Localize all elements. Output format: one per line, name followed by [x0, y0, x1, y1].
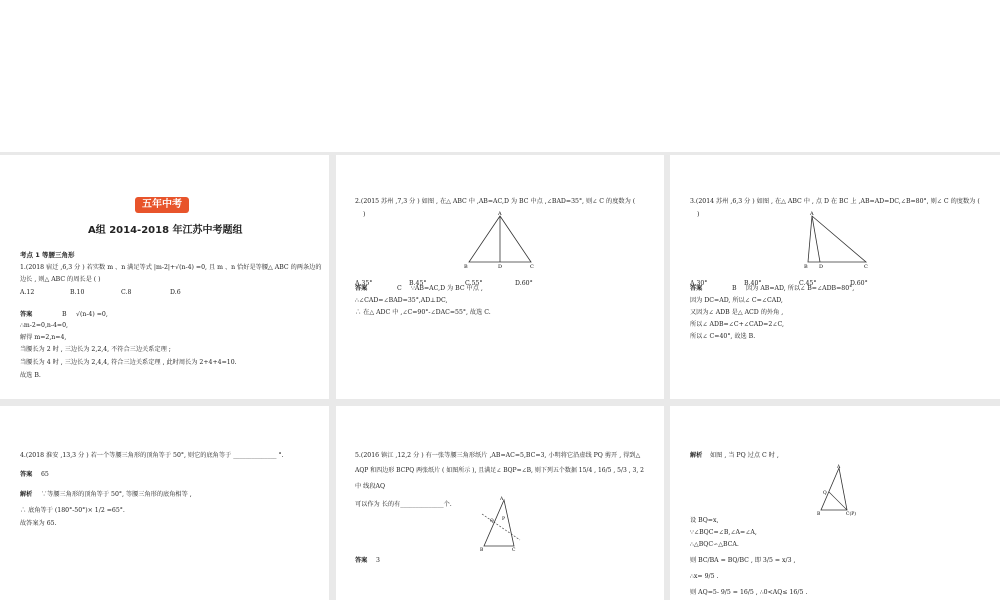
answer-value: B [62, 311, 67, 318]
solution-line-3: 故答案为 65. [20, 520, 57, 527]
answer-label: 答案 [355, 557, 368, 564]
solution-line-4: ∴△BQC∽△BCA. [690, 541, 739, 548]
label-b: B [480, 548, 484, 552]
solution-line-2: ∴m-2=0,n-4=0, [20, 322, 69, 329]
slide-3[interactable] [670, 155, 1000, 399]
label-c: C [530, 264, 534, 270]
label-c: C [864, 264, 868, 270]
option-c: C.55° [465, 280, 483, 287]
question-2-line-1: 2.(2015 苏州 ,7,3 分 ) 如图 , 在△ ABC 中 ,AB=AC,D 为 BC 中点 ,∠BAD=35°, 则∠ C 的度数为 ( [355, 198, 636, 205]
question-2-line-2: ) [363, 211, 366, 218]
triangle-figure-2 [461, 210, 541, 270]
solution-line-1: 如图 , 当 PQ 过点 C 时 , [710, 452, 779, 459]
question-5-line-2: AQP 和四边形 BCPQ 两张纸片 ( 如图所示 ), 且满足∠ BQP=∠B, 则下列五个数据 15/4 , 16/5 , 5/3 , 3, 2 [355, 467, 645, 474]
question-3-line-1: 3.(2014 苏州 ,6,3 分 ) 如图 , 在△ ABC 中 , 点 D 在 BC 上 ,AB=AD=DC,∠B=80°, 则∠ C 的度数为 ( [690, 198, 980, 205]
option-d: D.60° [515, 280, 533, 287]
solution-line-3: 解得 m=2,n=4, [20, 334, 67, 341]
slide-2[interactable] [336, 155, 664, 399]
question-5-line-4: 可以作为 长的有______________个. [355, 501, 452, 508]
section-badge: 五年中考 [135, 197, 189, 213]
option-a: A.12 [20, 289, 35, 296]
label-d: D [498, 264, 503, 270]
group-title: A组 2014-2018 年江苏中考题组 [88, 225, 243, 236]
answer-value: 65 [41, 471, 49, 478]
solution-line-2: 因为 DC=AD, 所以∠ C=∠CAD, [690, 297, 783, 304]
slide-6[interactable] [670, 406, 1000, 600]
solution-line-6: 故选 B. [20, 372, 41, 379]
label-d: D [819, 264, 824, 270]
solution-line-3: 又因为∠ ADB 是△ ACD 的外角 , [690, 309, 784, 316]
label-b: B [804, 264, 808, 270]
solution-line-5: 则 BC/BA = BQ/BC , 即 3/5 = x/3 , [690, 557, 796, 564]
label-c: C [512, 548, 516, 552]
slide-1[interactable] [0, 155, 329, 399]
triangle-figure-3 [804, 210, 874, 270]
solution-line-1: ∵AB=AC,D 为 BC 中点 , [411, 285, 483, 292]
solution-line-1: √(n-4) =0, [76, 311, 108, 318]
option-c: C.8 [121, 289, 132, 296]
solution-line-1: 因为 AB=AD, 所以∠ B=∠ADB=80°, [746, 285, 855, 292]
question-5-line-3: 中 线段AQ [355, 483, 386, 490]
answer-value: 3 [376, 557, 380, 564]
label-a: A [837, 465, 841, 470]
answer-value: B [732, 285, 737, 292]
solution-line-2: ∴∠CAD=∠BAD=35°,AD⊥DC, [355, 297, 448, 304]
option-d: D.6 [170, 289, 181, 296]
answer-label: 答案 [20, 311, 33, 318]
solution-line-2: ∴ 底角等于 (180°-50°)× 1/2 =65°. [20, 507, 125, 514]
kaodian-heading: 考点 1 等腰三角形 [20, 251, 75, 259]
question-5-line-1: 5.(2016 镇江 ,12,2 分 ) 有一张等腰三角形纸片 ,AB=AC=5,BC=3, 小明将它沿虚线 PQ 剪开 , 得到△ [355, 452, 641, 459]
blank-top-area [0, 0, 1000, 152]
solution-line-1: ∵等腰三角形的顶角等于 50°, 等腰三角形的底角相等 , [41, 491, 192, 498]
solution-line-5: 所以∠ C=40°, 故选 B. [690, 333, 756, 340]
solution-line-5: 当腰长为 4 时 , 三边长为 2,4,4, 符合三边关系定理 , 此时周长为 2+4+4=10. [20, 359, 237, 366]
label-a: A [810, 211, 814, 217]
label-q: Q [490, 519, 494, 524]
question-4-line-1: 4.(2018 淮安 ,13,3 分 ) 若一个等腰三角形的顶角等于 50°, 则它的底角等于 ______________ °. [20, 452, 284, 459]
slide-4[interactable] [0, 406, 329, 600]
solution-line-3: ∴ 在△ ADC 中 ,∠C=90°-∠DAC=55°, 故选 C. [355, 309, 491, 316]
answer-label: 答案 [355, 285, 368, 292]
question-1-line-2: 边长 , 则△ ABC 的周长是 ( ) [20, 276, 101, 283]
answer-label: 答案 [20, 471, 33, 478]
question-3-line-2: ) [697, 211, 700, 218]
option-b: B.10 [70, 289, 85, 296]
solution-line-4: 所以∠ ADB=∠C+∠CAD=2∠C, [690, 321, 784, 328]
solution-line-4: 当腰长为 2 时 , 三边长为 2,2,4, 不符合三边关系定理 ; [20, 346, 171, 353]
triangle-figure-5 [478, 496, 528, 552]
option-a: A.30° [690, 280, 708, 287]
jiexi-label: 解析 [690, 452, 703, 459]
label-p: P [502, 517, 506, 522]
jiexi-label: 解析 [20, 491, 33, 498]
option-a: A.35° [355, 280, 373, 287]
label-b: B [464, 264, 468, 270]
answer-label: 答案 [690, 285, 703, 292]
label-a: A [498, 211, 502, 217]
answer-value: C [397, 285, 402, 292]
triangle-figure-6 [812, 464, 862, 516]
label-b: B [817, 512, 821, 516]
label-a: A [500, 497, 504, 502]
slide-5[interactable] [336, 406, 664, 600]
option-b: B.45° [409, 280, 427, 287]
solution-line-3: ∵∠BQC=∠B,∠A=∠A, [690, 529, 757, 536]
option-c: C.45° [799, 280, 817, 287]
solution-line-7: 则 AQ=5- 9/5 = 16/5 , ∴0<AQ≤ 16/5 . [690, 589, 808, 596]
option-b: B.40° [744, 280, 762, 287]
question-1-line-1: 1.(2018 宿迁 ,6,3 分 ) 若实数 m 、n 满足等式 |m-2|+√(n-4) =0, 且 m 、n 恰好是等腰△ ABC 的两条边的 [20, 264, 322, 271]
solution-line-6: ∴x= 9/5 . [690, 573, 719, 580]
option-d: D.60° [850, 280, 868, 287]
label-q: Q [823, 491, 827, 496]
solution-line-2: 设 BQ=x, [690, 517, 719, 524]
label-cp: C(P) [846, 512, 856, 516]
